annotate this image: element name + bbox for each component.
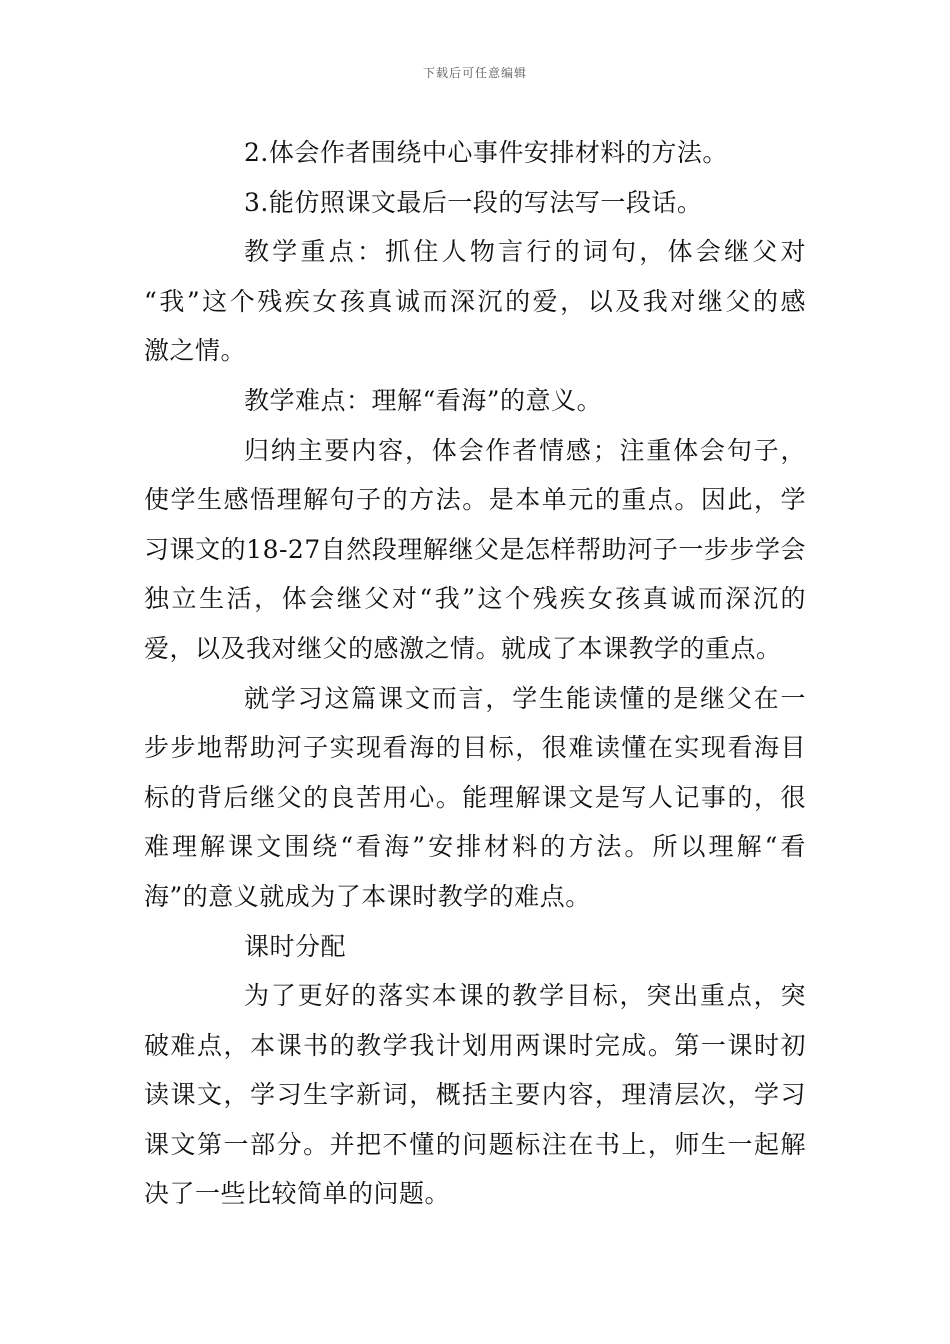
paragraph-2-line-5: 海”的意义就成为了本课时教学的难点。 [144, 881, 591, 911]
paragraph-1-line-5: 爱，以及我对继父的感激之情。就成了本课教学的重点。 [144, 633, 782, 663]
paragraph-1-line-1: 归纳主要内容，体会作者情感；注重体会句子， [244, 435, 806, 465]
objective-2: 2.体会作者围绕中心事件安排材料的方法。 [244, 138, 728, 167]
difficulty-line: 教学难点：理解“看海”的意义。 [244, 385, 603, 415]
key-points-line-1: 教学重点：抓住人物言行的词句，体会继父对 [244, 237, 806, 267]
paragraph-1-line-4: 独立生活，体会继父对“我”这个残疾女孩真诚而深沉的 [144, 584, 806, 614]
paragraph-1-line-3: 习课文的18-27自然段理解继父是怎样帮助河子一步步学会 [144, 534, 806, 564]
key-points-line-2: “我”这个残疾女孩真诚而深沉的爱，以及我对继父的感 [144, 286, 806, 316]
objective-3: 3.能仿照课文最后一段的写法写一段话。 [244, 187, 703, 217]
paragraph-2-line-3: 标的背后继父的良苦用心。能理解课文是写人记事的，很 [144, 782, 806, 812]
paragraph-2-line-1: 就学习这篇课文而言，学生能读懂的是继父在一 [244, 683, 806, 713]
paragraph-2-line-2: 步步地帮助河子实现看海的目标，很难读懂在实现看海目 [144, 733, 806, 763]
paragraph-1-line-2: 使学生感悟理解句子的方法。是本单元的重点。因此，学 [144, 485, 806, 515]
paragraph-2-line-4: 难理解课文围绕“看海”安排材料的方法。所以理解“看 [144, 832, 806, 862]
key-points-line-3: 激之情。 [144, 336, 247, 366]
paragraph-3-line-2: 破难点，本课书的教学我计划用两课时完成。第一课时初 [144, 1030, 806, 1060]
page-header: 下载后可任意编辑 [422, 66, 527, 80]
paragraph-3-line-3: 读课文，学习生字新词，概括主要内容，理清层次，学习 [144, 1080, 806, 1110]
paragraph-3-line-5: 决了一些比较简单的问题。 [144, 1179, 451, 1209]
document-body [144, 128, 806, 1219]
paragraph-3-line-4: 课文第一部分。并把不懂的问题标注在书上，师生一起解 [144, 1129, 806, 1159]
paragraph-3-line-1: 为了更好的落实本课的教学目标，突出重点，突 [244, 981, 806, 1011]
section-heading-schedule: 课时分配 [244, 931, 347, 961]
